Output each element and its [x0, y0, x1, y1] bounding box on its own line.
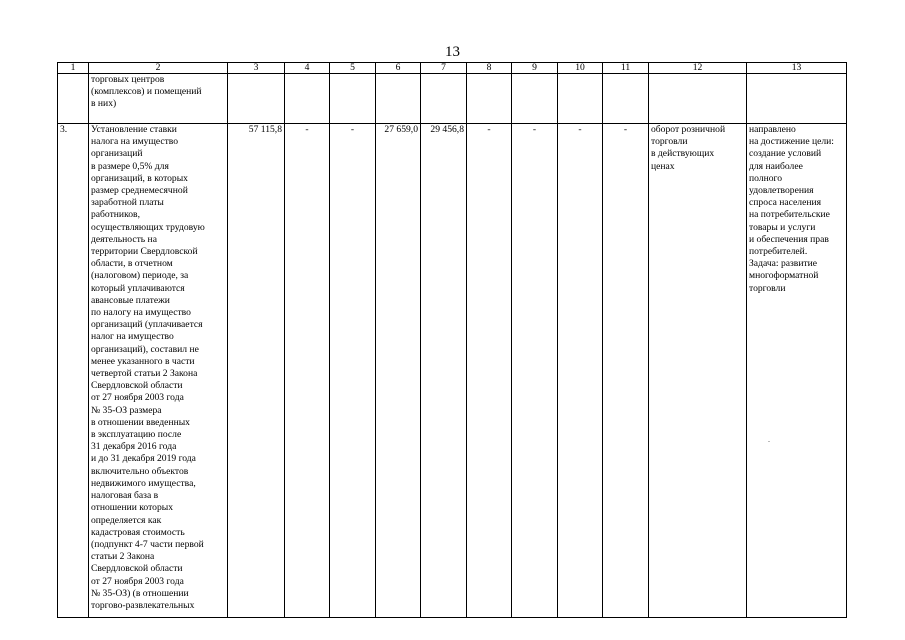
value-cell: 29 456,8 — [421, 124, 467, 618]
column-header: 10 — [558, 63, 603, 74]
indicator-cell — [649, 74, 747, 124]
column-header: 3 — [228, 63, 285, 74]
value-cell — [512, 74, 558, 124]
value-cell: - — [558, 124, 603, 618]
scan-speck — [768, 441, 770, 442]
value-cell — [330, 74, 376, 124]
data-table — [57, 62, 847, 618]
value-cell — [376, 74, 421, 124]
value-cell: 57 115,8 — [228, 124, 285, 618]
column-header: 9 — [512, 63, 558, 74]
value-cell — [467, 74, 512, 124]
page-number: 13 — [445, 44, 460, 60]
column-header: 11 — [603, 63, 649, 74]
column-header: 7 — [421, 63, 467, 74]
table-row — [58, 74, 847, 124]
column-header: 4 — [285, 63, 330, 74]
row-number-cell — [58, 74, 89, 124]
value-cell: - — [285, 124, 330, 618]
value-cell: - — [330, 124, 376, 618]
goal-cell: направлено на достижение цели: создание условий для наиболее полного удовлетворения спроса населения на потребительские товары и услуги и обеспечения прав потребителей. Задача: развитие многоформатной торговли — [747, 124, 847, 618]
column-header: 1 — [58, 63, 89, 74]
row-number-cell: 3. — [58, 124, 89, 618]
column-header: 5 — [330, 63, 376, 74]
value-cell — [228, 74, 285, 124]
column-header: 6 — [376, 63, 421, 74]
value-cell — [603, 74, 649, 124]
value-cell — [421, 74, 467, 124]
header-row — [58, 63, 847, 74]
measure-description-cell: торговых центров (комплексов) и помещений в них) — [89, 74, 228, 124]
table-row — [58, 124, 847, 618]
column-header: 12 — [649, 63, 747, 74]
measure-description-cell: Установление ставки налога на имущество организаций в размере 0,5% для организаций, в которых размер среднемесячной заработной платы работников, осуществляющих трудовую деятельность на территории Свердловской области, в отчетном (налоговом) периоде, за который уплачиваются авансовые платежи по налогу на имущество организаций (уплачивается налог на имущество организаций), составил не менее указанного в части четвертой статьи 2 Закона Свердловской области от 27 ноября 2003 года № 35-ОЗ размера в отношении введенных в эксплуатацию после 31 декабря 2016 года и до 31 декабря 2019 года включительно объектов недвижимого имущества, налоговая база в отношении которых определяется как кадастровая стоимость (подпункт 4-7 части первой статьи 2 Закона Свердловской области от 27 ноября 2003 года № 35-ОЗ) (в отношении торгово-развлекательных — [89, 124, 228, 618]
goal-cell — [747, 74, 847, 124]
column-header: 13 — [747, 63, 847, 74]
column-header: 2 — [89, 63, 228, 74]
value-cell — [285, 74, 330, 124]
indicator-cell: оборот розничной торговли в действующих ценах — [649, 124, 747, 618]
value-cell: 27 659,0 — [376, 124, 421, 618]
value-cell: - — [603, 124, 649, 618]
value-cell: - — [467, 124, 512, 618]
value-cell: - — [512, 124, 558, 618]
value-cell — [558, 74, 603, 124]
column-header: 8 — [467, 63, 512, 74]
